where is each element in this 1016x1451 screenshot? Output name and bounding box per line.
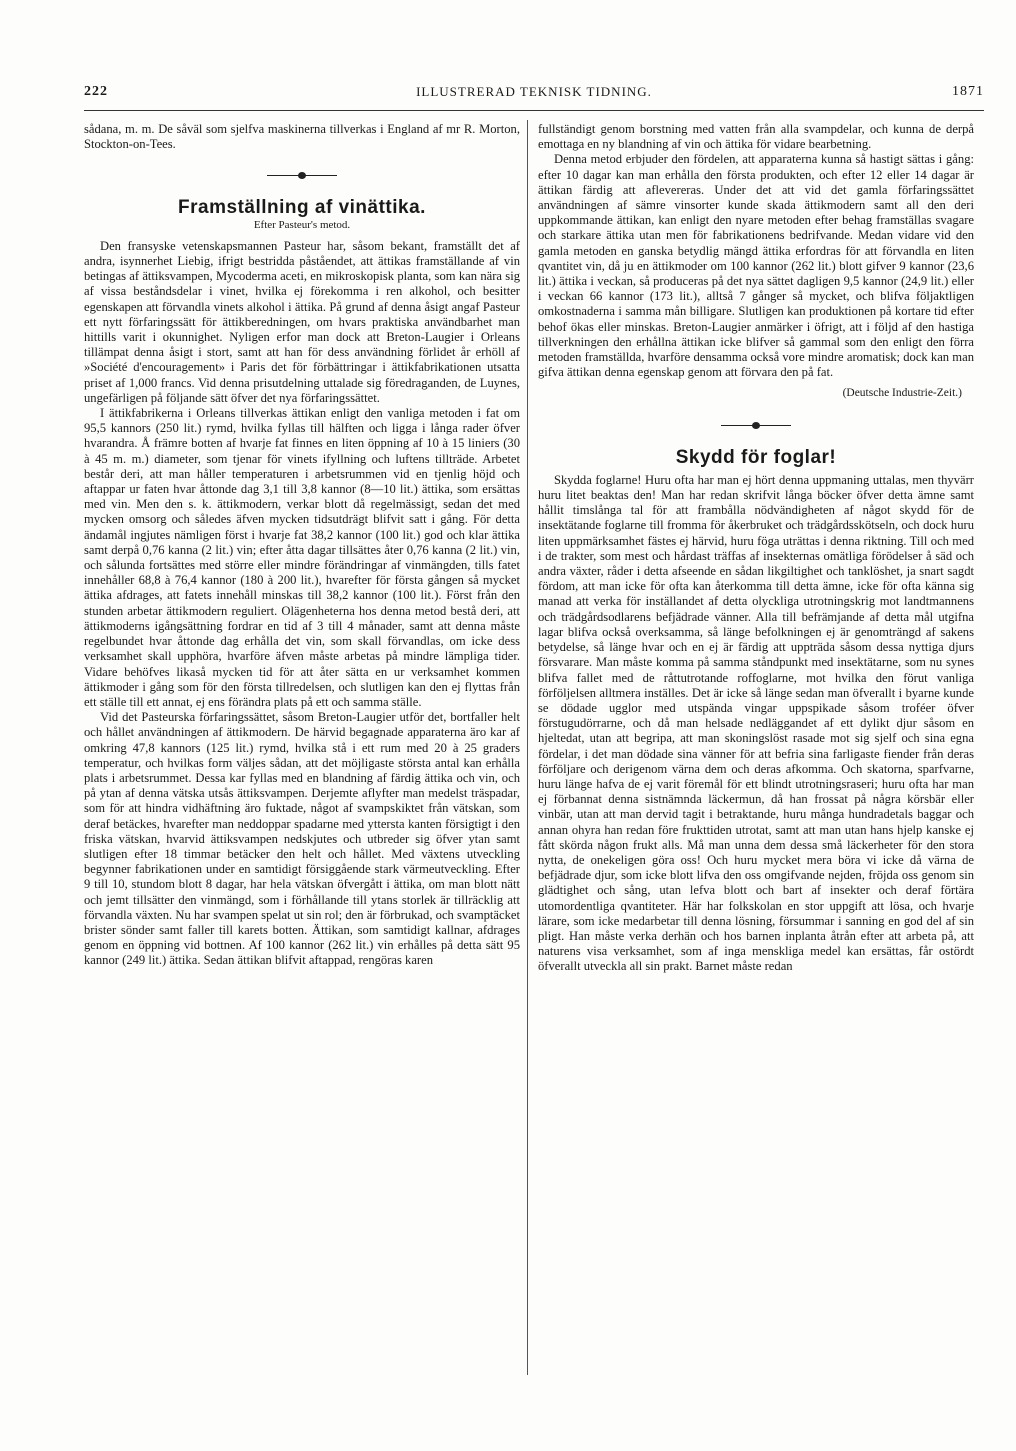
header-rule <box>84 110 984 111</box>
article-title-skydd: Skydd för foglar! <box>675 446 837 468</box>
article-paragraph: I ättikfabrikerna i Orleans tillverkas ättikan enligt den vanliga metoden i fat om 95,5 kannors (250 lit.) rymd, hvilka fyllas till hälften och ligga i långa rader öfver hvarandra. Å främre botten af hvarje fat finnes en liten öppning af 10 à 15 liniers (30 à 45 m. m.) diameter, som tjenar för vinets ifyllning och luftens tillträde. Arbetet består deri, att man håller temperaturen i arbetsrummen vid en tjenlig höjd och aftappar ur faten hvar åttonde dag 3,1 till 3,8 kannor (8—10 lit.) ättika, som ersättas med vin. Men den s. k. ättikmodern, verkar blott då regelmässigt, sedan det med mycken omsorg och således äfven mycken tidsutdrägt blifvit satt i gång. För detta ändamål ingjutes nämligen först i hvarje fat 38,2 kannor (100 lit.) god och klar ättika samt derpå 0,76 kanna (2 lit.) vin; efter åtta dagar tillsättes åter 0,76 kanna (2 lit.) vin, och sålunda fortsättes med större eller mindre förändringar af vinmängden, tills fatet innehåller 68,8 à 76,4 kannor (180 à 200 lit.), hvarefter för första gången så mycket ättika afdrages, att fatets innehåll minskas till 38,2 kannor (100 lit.). Först från den stunden arbetar ättikmodern reguliert. Olägenheterna hos denna metod bestå deri, att ättikmoderns igångsättning fordrar en tid af 3 till 4 månader, samt att denna måste regelbundet hvar åttonde dag erhålla det vin, som skall förvandlas, om icke dess verksamhet skall upphöra, hvarföre äfven måste arbetas på mindre lämpliga tider. Vidare behöfves likaså mycken tid för att åter sätta en ur verksamhet kommen ättikmoder i gång som för den första tillredelsen, och slutligen kan den ej flyttas från ett ställe till ett annat, ej ens förändra plats på ett och samma ställe. <box>84 406 520 709</box>
article-paragraph: Vid det Pasteurska förfaringssättet, såsom Breton-Laugier utför det, bortfaller helt och hållet användningen af ättikmodern. De härvid begagnade apparaterna äro kar af omkring 47,8 kannors (125 lit.) rymd, hvilka stå i ett rum med 20 à 25 graders temperatur, och hvilkas form väljes sådan, att det möjligaste största antal kan erhålla plats i arbetsrummet. Dessa kar fyllas med en blandning af färdig ättika och vin, och på ytan af denna vätska utsås ättiksvampen. Derjemte aflyfter man medelst träspadar, som för att hindra vidhäftning äro fuktade, något af svampskiktet från vätskan, som deraf betäckes, hvarefter man neddoppar spadarne med yttersta kanten försigtigt i den friska vätskan, hvarvid ättiksvampen nedskjutes och utbreder sig öfver ytan samt slutligen efter 18 timmar betäcker den helt och hållet. Med växtens utveckling begynner fabrikationen under en samtidigt försiggående stark värmeutveckling. Efter 9 till 10, stundom blott 8 dagar, har hela vätskan öfvergått i ättika, om man blott nätt och jemt tillsätter den vinmängd, som i förhållande till ytans storlek är tillräcklig att förvandla växten. Nu har svampen spelat ut sin rol; den är förbrukad, och svamptäcket brister sönder samt faller till karets botten. Ättikan, som samtidigt kallnar, afdrages genom en öppning vid bottnen. Af 100 kannor (262 lit.) vin erhålles på detta sätt 95 kannor (249 lit.) ättika. Sedan ättikan blifvit aftappad, rengöras karen <box>84 710 520 968</box>
page-number: 222 <box>84 84 108 99</box>
article-byline: Efter Pasteur's metod. <box>253 218 351 231</box>
article-paragraph: Denna metod erbjuder den fördelen, att apparaterna kunna så hastigt sättas i gång: efter 10 dagar kan man erhålla den första produkten, och efter 12 eller 14 dagar är ättikan färdig att aflevereras. Under det att vid det gamla förfaringssättet användningen af sämre vinsorter kunde skada ättikmodern samt all den deri uppkommande ättikan, kan enligt den nyare metoden efter behag framställas svagare och starkare ättika utan men för fabrikationens bedrifvande. Medan vidare vid den gamla metoden en ganska betydlig mängd ättika erfordras för att förvandla en liten qvantitet vin, då ju en ättikmoder om 100 kannor (262 lit.) blott gifver 9 kannor (23,6 lit.) ättika i veckan, så produceras på det nya sättet dagligen 9,5 kannor (24,9 lit.) eller i veckan 66 kannor (173 lit.), alltså 7 gånger så mycket, och blifva följaktligen omkostnaderna i samma mån billigare. Slutligen kan produktionen på kortare tid efter behof ökas eller minskas. Breton-Laugier anmärker i öfrigt, att i följd af den hastiga tillverkningen den erhållna ättikan icke blifver så gammal som den enligt den förra metoden framställda, hvarföre densamma också vore mindre aromatisk; dock kan man gifva ättikan denna egenskap genom att förvara den på fat. <box>538 152 974 380</box>
intro-paragraph: sådana, m. m. De såväl som sjelfva maskinerna tillverkas i England af mr R. Morton, Stockton-on-Tees. <box>84 122 520 152</box>
article-paragraph: Den fransyske vetenskapsmannen Pasteur har, såsom bekant, framställt det af andra, isynnerhet Liebig, ifrigt bestridda påståendet, att ättikas framställande af vin betingas af ättiksvampen, Mycoderma aceti, en mikroskopisk planta, som kan nära sig af vissa beståndsdelar i vinet, hvilka ej förekomma i ren alkohol, och besitter egenskapen att förvandla vinets alkohol i ättika. På grund af denna åsigt angaf Pasteur ett nytt förfaringssätt för ättikberedningen, om hvars praktiska användbarhet man hittills varit i okunnighet. Nyligen erfor man dock att Breton-Laugier i Orleans tillämpat denna åsigt i stort, samt att han för dess användning förlidet år erhöll af »Société d'encouragement» i Paris det för förbättringar i ättikfabrikationen utsatta priset af 1,000 francs. Vid denna prisutdelning uttalade sig föredraganden, de Luynes, ungefärligen på följande sätt öfver det nya förfaringssättet. <box>84 238 520 405</box>
source-citation: (Deutsche Industrie-Zeit.) <box>842 387 962 400</box>
article-title-vinattika: Framställning af vinättika. <box>178 197 426 219</box>
right-column <box>538 122 974 1372</box>
article-paragraph: fullständigt genom borstning med vatten från alla svampdelar, och kunna de derpå emottaga en ny blandning af vin och ättika för vidare bearbetning. <box>538 122 974 152</box>
ornament-divider-icon <box>721 422 791 428</box>
article-paragraph: Skydda foglarne! Huru ofta har man ej hört denna uppmaning uttalas, men thyvärr huru litet beaktas den! Man har redan skrifvit långa böcker öfver detta ämne samt hållit timslånga tal för att frambålla nödvändigheten af något skydd för de insektätande foglarne till fromma för åkerbruket och trädgårdsskötseln, och dock huru liten uppmärksamhet fästes ej härvid, huru föga uträttas i denna riktning. Till och med i de trakter, som mest och hårdast träffas af insekternas omätliga förödelser å säd och andra växter, råder i detta afseende en sådan likgiltighet och tanklöshet, ja snart sagdt fördom, att man icke för ofta kan återkomma till detta ämne, icke för ofta känna sig manad att verka för inställandet af detta olyckliga utrotningskrig mot landtmannens och trädgårdsodlarens befjädrade vänner. Alla till befrämjande af detta mål utgifna lagar blifva också overksamma, så länge befolkningen ej är genomträngd af sakens betydelse, så länge hvar och en ej är färdig att uppträda såsom dessa nyttiga djurs försvarare. Man måste komma på samma ståndpunkt med insektätarne, som nu synes blifva fallet med de råttutrotande roffoglarne, mot hvilka den förut vanliga förföljelsen alltmera inställes. Det är icke så länge sedan man öfverallt i byarne kunde se dödade ugglor med utspända vingar uppspikade såsom troféer öfver förstugudörrarne, och då man helsade nedläggandet af ett dylikt djur såsom en hjeltedat, utan att begripa, att man skoningslöst rasade mot sig sjelf och sina egna fördelar, i det man dödade sina vänner för att befria sina farligaste fiender från deras förföljare och derigenom värna dem och deras afkomma. Och skatorna, sparfvarne, huru länge hafva de ej varit föremål för ett blindt utrotningsraseri; huru ofta har man ej förbannat denna sistnämnda läckermun, då han frossat på några körsbär eller vinbär, utan att man dervid tagit i betraktande, huru många hundradetals baggar och annan ohyra han redan före frukttiden utrotat, samt att man utan hans hjelp kanske ej fått skörda någon frukt alls. Må man unna dem dessa små läckerheter för den stora nytta, de onekeligen göra oss! Och huru mycket mera böra vi icke då värna de befjädrade djur, som icke blott lifva den oss omgifvande nejden, fröjda oss genom sin glädtighet och sång, utan lefva blott och bart af insekter och deraf förtära utomordentliga qvantiteter. Här har folkskolan en stor uppgift att lösa, och hvarje lärare, som icke medarbetar till denna lösning, försummar i sanning en god del af sin pligt. Han måste verka derhän och hos barnen inplanta åtrån efter att arbeta på, att naturens visa verksamhet, som af inga menskliga medel kan ersättas, får ostördt öfverallt utveckla all sin prakt. Barnet måste redan <box>538 472 974 974</box>
left-column <box>84 122 520 1372</box>
publication-title: ILLUSTRERAD TEKNISK TIDNING. <box>416 84 652 99</box>
column-divider <box>527 120 528 1375</box>
ornament-divider-icon <box>267 172 337 178</box>
page-header <box>84 84 984 108</box>
year: 1871 <box>952 84 984 99</box>
